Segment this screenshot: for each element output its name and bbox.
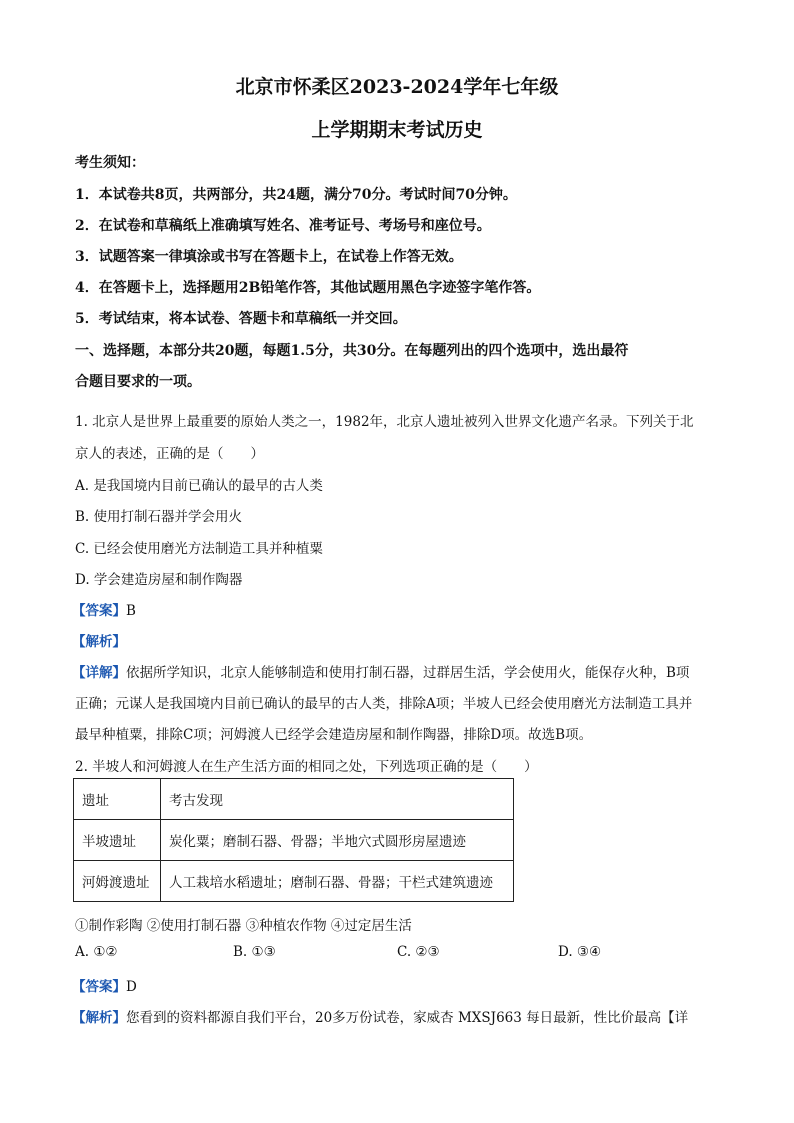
- analysis-tag: 【解析】: [72, 634, 126, 650]
- q2-choices: ①制作彩陶 ②使用打制石器 ③种植农作物 ④过定居生活: [75, 918, 412, 934]
- section-heading-cont: 合题目要求的一项。: [75, 374, 201, 390]
- page-title: 北京市怀柔区2023-2024学年七年级: [235, 76, 559, 98]
- notice-item: 4．在答题卡上，选择题用2B铅笔作答，其他试题用黑色字迹签字笔作答。: [75, 280, 541, 296]
- analysis-text: 您看到的资料都源自我们平台，20多万份试卷，家威杏 MXSJ663 每日最新，性比价最高【详: [126, 1010, 689, 1026]
- q2-answer: [72, 975, 137, 995]
- table-cell: 半坡遗址: [74, 820, 161, 861]
- archaeology-table: [73, 778, 514, 902]
- q1-analysis: [72, 630, 126, 650]
- analysis-tag: 【解析】: [72, 1010, 126, 1026]
- notice-item: 2．在试卷和草稿纸上准确填写姓名、准考证号、考场号和座位号。: [75, 218, 491, 234]
- q2-analysis: [72, 1006, 688, 1026]
- q1-option-d: D. 学会建造房屋和制作陶器: [75, 572, 243, 588]
- detail-tag: 【详解】: [72, 665, 126, 681]
- table-header: 考古发现: [161, 779, 514, 820]
- notice-heading: 考生须知：: [75, 155, 145, 171]
- table-cell: 河姆渡遗址: [74, 861, 161, 902]
- q1-detail: [72, 661, 689, 681]
- q1-stem: 1. 北京人是世界上最重要的原始人类之一，1982年，北京人遗址被列入世界文化遗产名录。下列关于北: [75, 414, 694, 430]
- q1-answer: [72, 599, 136, 619]
- table-header: 遗址: [74, 779, 161, 820]
- notice-item: 5．考试结束，将本试卷、答题卡和草稿纸一并交回。: [75, 311, 407, 327]
- q2-option-c: C. ②③: [397, 944, 440, 960]
- table-row: [74, 861, 514, 902]
- answer-value: D: [126, 979, 137, 995]
- notice-item: 3．试题答案一律填涂或书写在答题卡上，在试卷上作答无效。: [75, 249, 463, 265]
- table-cell: 炭化粟；磨制石器、骨器；半地穴式圆形房屋遗迹: [161, 820, 514, 861]
- table-cell: 人工栽培水稻遗址；磨制石器、骨器；干栏式建筑遗迹: [161, 861, 514, 902]
- q1-option-b: B. 使用打制石器并学会用火: [75, 509, 243, 525]
- q2-option-d: D. ③④: [558, 944, 602, 960]
- section-heading: 一、选择题，本部分共20题，每题1.5分，共30分。在每题列出的四个选项中，选出最符: [75, 343, 629, 359]
- q2-stem: 2. 半坡人和河姆渡人在生产生活方面的相同之处，下列选项正确的是（ ）: [75, 759, 538, 775]
- q2-option-a: A. ①②: [75, 944, 118, 960]
- q1-detail-cont: 正确；元谋人是我国境内目前已确认的最早的古人类，排除A项；半坡人已经会使用磨光方法制造工具并: [75, 696, 693, 712]
- q2-option-b: B. ①③: [233, 944, 276, 960]
- detail-text: 依据所学知识，北京人能够制造和使用打制石器，过群居生活，学会使用火，能保存火种，B项: [126, 665, 690, 681]
- q1-option-c: C. 已经会使用磨光方法制造工具并种植粟: [75, 541, 323, 557]
- table-header-row: [74, 779, 514, 820]
- answer-value: B: [126, 603, 136, 619]
- q1-option-a: A. 是我国境内目前已确认的最早的古人类: [75, 478, 323, 494]
- page-subtitle: 上学期期末考试历史: [311, 119, 483, 141]
- q1-detail-cont: 最早种植粟，排除C项；河姆渡人已经学会建造房屋和制作陶器，排除D项。故选B项。: [75, 727, 593, 743]
- answer-tag: 【答案】: [72, 603, 126, 619]
- notice-item: 1．本试卷共8页，共两部分，共24题，满分70分。考试时间70分钟。: [75, 187, 517, 203]
- table-row: [74, 820, 514, 861]
- answer-tag: 【答案】: [72, 979, 126, 995]
- q1-stem-cont: 京人的表述，正确的是（ ）: [75, 446, 264, 462]
